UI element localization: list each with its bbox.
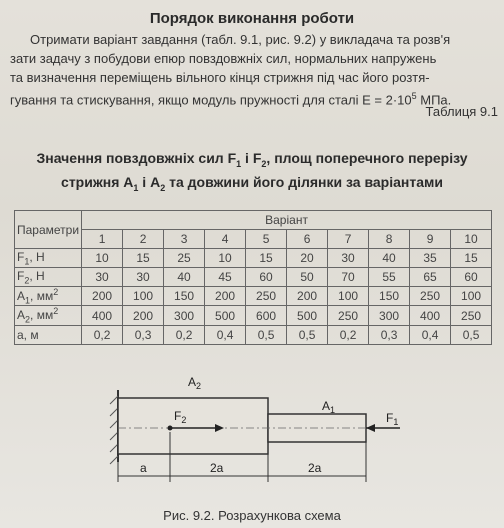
paragraph-line-2: зати задачу з побудови епюр повздовжніх сил, нормальних напружень: [10, 51, 437, 66]
variant-number: 4: [205, 230, 246, 249]
row-label-superscript: 2: [53, 287, 59, 297]
title-text: , площ поперечного перерізу: [266, 150, 468, 166]
variant-number: 6: [287, 230, 328, 249]
table-cell: 400: [82, 306, 123, 325]
table-cell: 15: [123, 249, 164, 268]
table-cell: 0,3: [123, 325, 164, 344]
variant-header: Варіант: [82, 211, 492, 230]
table-cell: 100: [451, 287, 492, 306]
paragraph-line-1: Отримати варіант завдання (табл. 9.1, рис. 9.2) у викладача та розв'я: [30, 32, 451, 47]
param-header: Параметри: [15, 211, 82, 249]
table-cell: 0,2: [164, 325, 205, 344]
table-cell: 25: [164, 249, 205, 268]
table-row: [15, 287, 492, 306]
row-label-symbol: F: [17, 268, 25, 283]
table-cell: 0,5: [287, 325, 328, 344]
variant-number: 3: [164, 230, 205, 249]
force-f1-arrowhead: [366, 424, 375, 432]
dim-2a-1: 2a: [210, 461, 224, 475]
table-cell: 20: [287, 249, 328, 268]
table-cell: 0,5: [451, 325, 492, 344]
table-cell: 30: [328, 249, 369, 268]
unit-text: МПа.: [416, 92, 452, 108]
wall-hatching: [110, 396, 118, 464]
variant-number: 2: [123, 230, 164, 249]
table-cell: 200: [205, 287, 246, 306]
table-cell: 50: [287, 268, 328, 287]
table-cell: 0,4: [410, 325, 451, 344]
row-label-symbol: a, м: [17, 327, 39, 342]
table-cell: 100: [123, 287, 164, 306]
row-label-symbol: A: [17, 289, 26, 303]
variant-number: 7: [328, 230, 369, 249]
label-a2: $A_2$: [188, 375, 202, 391]
table-cell: 200: [82, 287, 123, 306]
calculation-scheme-diagram: [100, 372, 420, 502]
table-header-row: [15, 211, 492, 230]
section-a2: [118, 398, 268, 454]
table-cell: 40: [164, 268, 205, 287]
title-text: стрижня A: [61, 174, 134, 190]
variant-number: 1: [82, 230, 123, 249]
table-cell: 150: [369, 287, 410, 306]
table-cell: 0,5: [246, 325, 287, 344]
variant-number: 10: [451, 230, 492, 249]
variant-number: 9: [410, 230, 451, 249]
row-label-subscript: 2: [24, 275, 30, 286]
row-label-unit: , Н: [29, 268, 45, 283]
table-cell: 30: [82, 268, 123, 287]
table-cell: 0,2: [328, 325, 369, 344]
table-cell: 400: [410, 306, 451, 325]
section-heading: Порядок виконання роботи: [149, 10, 355, 27]
table-cell: 15: [451, 249, 492, 268]
paragraph-line-4-text: гування та стискування, якщо модуль пружності для сталі E = 2·10: [10, 92, 412, 108]
label-a1: $A_1$: [322, 399, 336, 415]
paragraph-line-3: та визначення переміщень вільного кінця стрижня під час його розтя-: [10, 70, 430, 85]
row-label: [15, 249, 82, 268]
table-cell: 55: [369, 268, 410, 287]
subscript: 1: [133, 182, 139, 193]
table-cell: 45: [205, 268, 246, 287]
title-text: Значення повздовжніх сил F: [36, 150, 237, 166]
table-row: [15, 268, 492, 287]
table-cell: 10: [205, 249, 246, 268]
table-cell: 250: [328, 306, 369, 325]
table-cell: 250: [410, 287, 451, 306]
exponent: 5: [411, 91, 417, 101]
table-cell: 300: [369, 306, 410, 325]
table-cell: 40: [369, 249, 410, 268]
row-label: [15, 287, 82, 306]
dim-a: a: [140, 461, 147, 475]
table-cell: 60: [246, 268, 287, 287]
table-cell: 250: [246, 287, 287, 306]
table-cell: 500: [287, 306, 328, 325]
variant-number-row: [15, 230, 492, 249]
table-cell: 65: [410, 268, 451, 287]
subscript: 1: [236, 158, 242, 169]
row-label-subscript: 1: [25, 295, 31, 306]
table-cell: 0,2: [82, 325, 123, 344]
row-label: [15, 268, 82, 287]
table-cell: 35: [410, 249, 451, 268]
title-text: та довжини його ділянки за варіантами: [165, 174, 443, 190]
table-cell: 500: [205, 306, 246, 325]
table-title-line-2: [0, 174, 504, 193]
table-cell: 15: [246, 249, 287, 268]
table-cell: 300: [164, 306, 205, 325]
table-cell: 0,3: [369, 325, 410, 344]
table-row: [15, 325, 492, 344]
table-cell: 200: [123, 306, 164, 325]
table-cell: 70: [328, 268, 369, 287]
variant-number: 5: [246, 230, 287, 249]
table-cell: 100: [328, 287, 369, 306]
table-cell: 0,4: [205, 325, 246, 344]
row-label-unit: , мм: [30, 308, 54, 323]
figure-caption: Рис. 9.2. Розрахункова схема: [163, 508, 341, 523]
variant-number: 8: [369, 230, 410, 249]
table-cell: 10: [82, 249, 123, 268]
row-label-unit: , мм: [30, 289, 54, 303]
table-cell: 250: [451, 306, 492, 325]
table-cell: 30: [123, 268, 164, 287]
table-row: [15, 249, 492, 268]
table-row: [15, 306, 492, 325]
row-label-subscript: 1: [24, 256, 30, 267]
row-label-subscript: 2: [25, 314, 31, 325]
table-title-line-1: [0, 150, 504, 169]
row-label: [15, 325, 82, 344]
label-f2: $F_2$: [174, 409, 187, 425]
row-label-superscript: 2: [53, 306, 59, 317]
label-f1: $F_1$: [386, 411, 399, 427]
row-label: [15, 306, 82, 325]
table-cell: 60: [451, 268, 492, 287]
row-label-symbol: F: [17, 249, 25, 264]
table-cell: 200: [287, 287, 328, 306]
subscript: 2: [160, 182, 166, 193]
table-cell: 150: [164, 287, 205, 306]
dim-2a-2: 2a: [308, 461, 322, 475]
subscript: 2: [261, 158, 267, 169]
variants-table: [14, 210, 492, 345]
title-text: і F: [241, 150, 262, 166]
force-f2-point: [168, 426, 173, 431]
row-label-unit: , Н: [29, 249, 45, 264]
table-label: Таблиця 9.1: [425, 104, 498, 119]
row-label-symbol: A: [17, 308, 26, 323]
title-text: і A: [138, 174, 161, 190]
table-cell: 600: [246, 306, 287, 325]
